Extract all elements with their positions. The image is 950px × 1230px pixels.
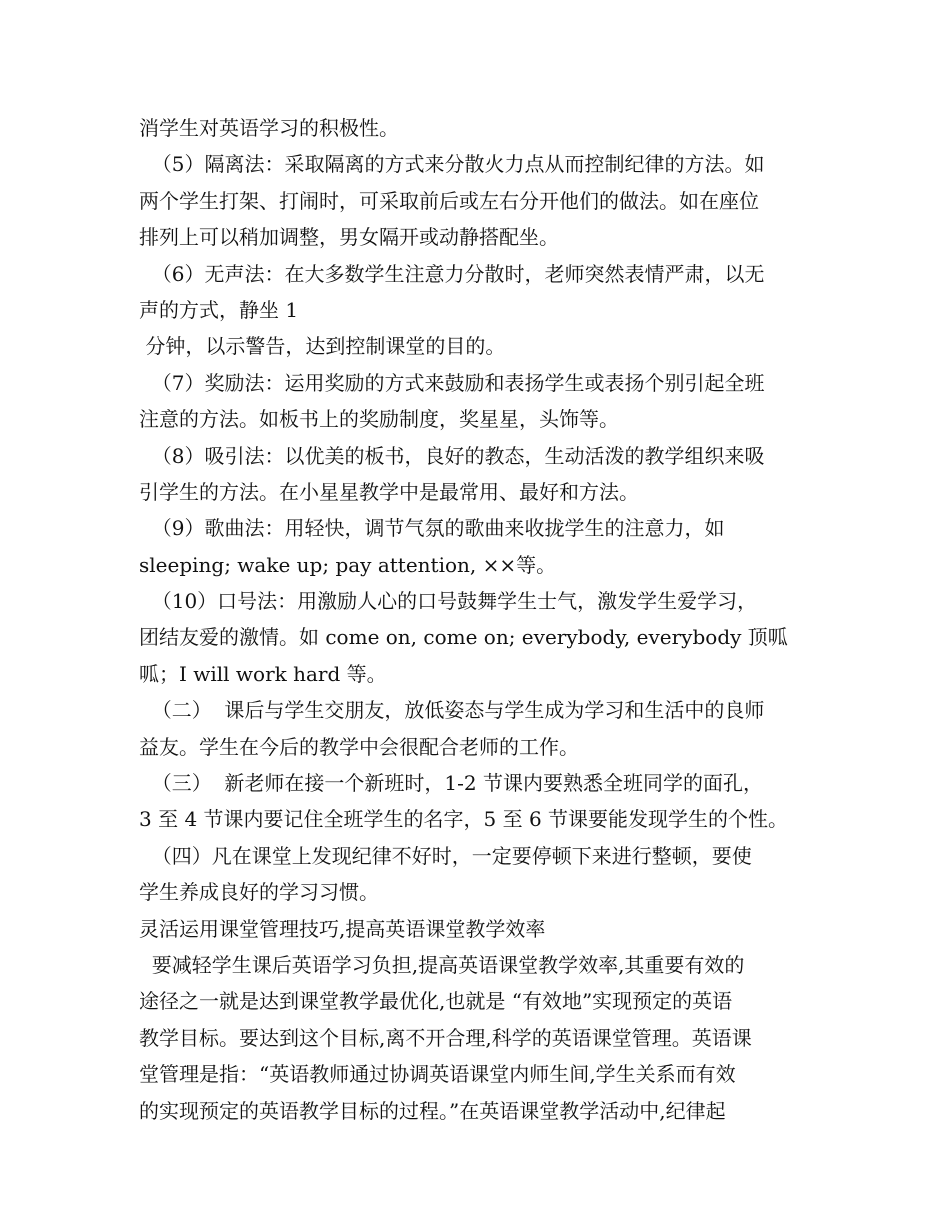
text-line: 途径之一就是达到课堂教学最优化,也就是 “有效地”实现预定的英语 <box>139 989 733 1014</box>
text-line: （5）隔离法：采取隔离的方式来分散火力点从而控制纪律的方法。如 <box>139 152 765 177</box>
text-line: （三） 新老师在接一个新班时，1-2 节课内要熟悉全班同学的面孔， <box>139 771 763 796</box>
text-line: 要减轻学生课后英语学习负担,提高英语课堂教学效率,其重要有效的 <box>139 952 745 977</box>
text-line: 的实现预定的英语教学目标的过程。”在英语课堂教学活动中,纪律起 <box>139 1098 726 1123</box>
text-line: 排列上可以稍加调整，男女隔开或动静搭配坐。 <box>139 225 559 250</box>
section-heading: 灵活运用课堂管理技巧,提高英语课堂教学效率 <box>139 916 546 941</box>
text-line: 益友。学生在今后的教学中会很配合老师的工作。 <box>139 734 579 759</box>
text-line: （二） 课后与学生交朋友，放低姿态与学生成为学习和生活中的良师 <box>139 698 765 723</box>
text-line: 声的方式，静坐 1 <box>139 297 299 322</box>
text-line: 注意的方法。如板书上的奖励制度，奖星星，头饰等。 <box>139 407 619 432</box>
text-line: 学生养成良好的学习习惯。 <box>139 880 379 905</box>
text-line: 3 至 4 节课内要记住全班学生的名字，5 至 6 节课要能发现学生的个性。 <box>139 807 789 832</box>
text-line: 两个学生打架、打闹时，可采取前后或左右分开他们的做法。如在座位 <box>139 188 759 213</box>
text-line: （6）无声法：在大多数学生注意力分散时，老师突然表情严肃，以无 <box>139 261 765 286</box>
text-line: （四）凡在课堂上发现纪律不好时，一定要停顿下来进行整顿，要使 <box>139 843 752 868</box>
text-line: 消学生对英语学习的积极性。 <box>139 116 399 140</box>
text-line: （7）奖励法：运用奖励的方式来鼓励和表扬学生或表扬个别引起全班 <box>139 370 765 395</box>
text-line: 教学目标。要达到这个目标,离不开合理,科学的英语课堂管理。英语课 <box>139 1025 752 1050</box>
text-line: （8）吸引法：以优美的板书，良好的教态，生动活泼的教学组织来吸 <box>139 443 765 468</box>
text-line: 分钟，以示警告，达到控制课堂的目的。 <box>139 334 506 359</box>
text-line: 呱；I will work hard 等。 <box>139 661 387 686</box>
text-line: （9）歌曲法：用轻快，调节气氛的歌曲来收拢学生的注意力，如 <box>139 516 725 541</box>
text-line: 堂管理是指：“英语教师通过协调英语课堂内师生间,学生关系而有效 <box>139 1062 736 1087</box>
text-line: 团结友爱的激情。如 come on, come on; everybody, everybody 顶呱 <box>139 625 788 650</box>
text-line: sleeping; wake up; pay attention, ××等。 <box>139 552 557 577</box>
text-line: 引学生的方法。在小星星教学中是最常用、最好和方法。 <box>139 479 639 504</box>
document-body <box>139 110 819 1129</box>
text-line: （10）口号法：用激励人心的口号鼓舞学生士气，激发学生爱学习， <box>139 589 758 614</box>
